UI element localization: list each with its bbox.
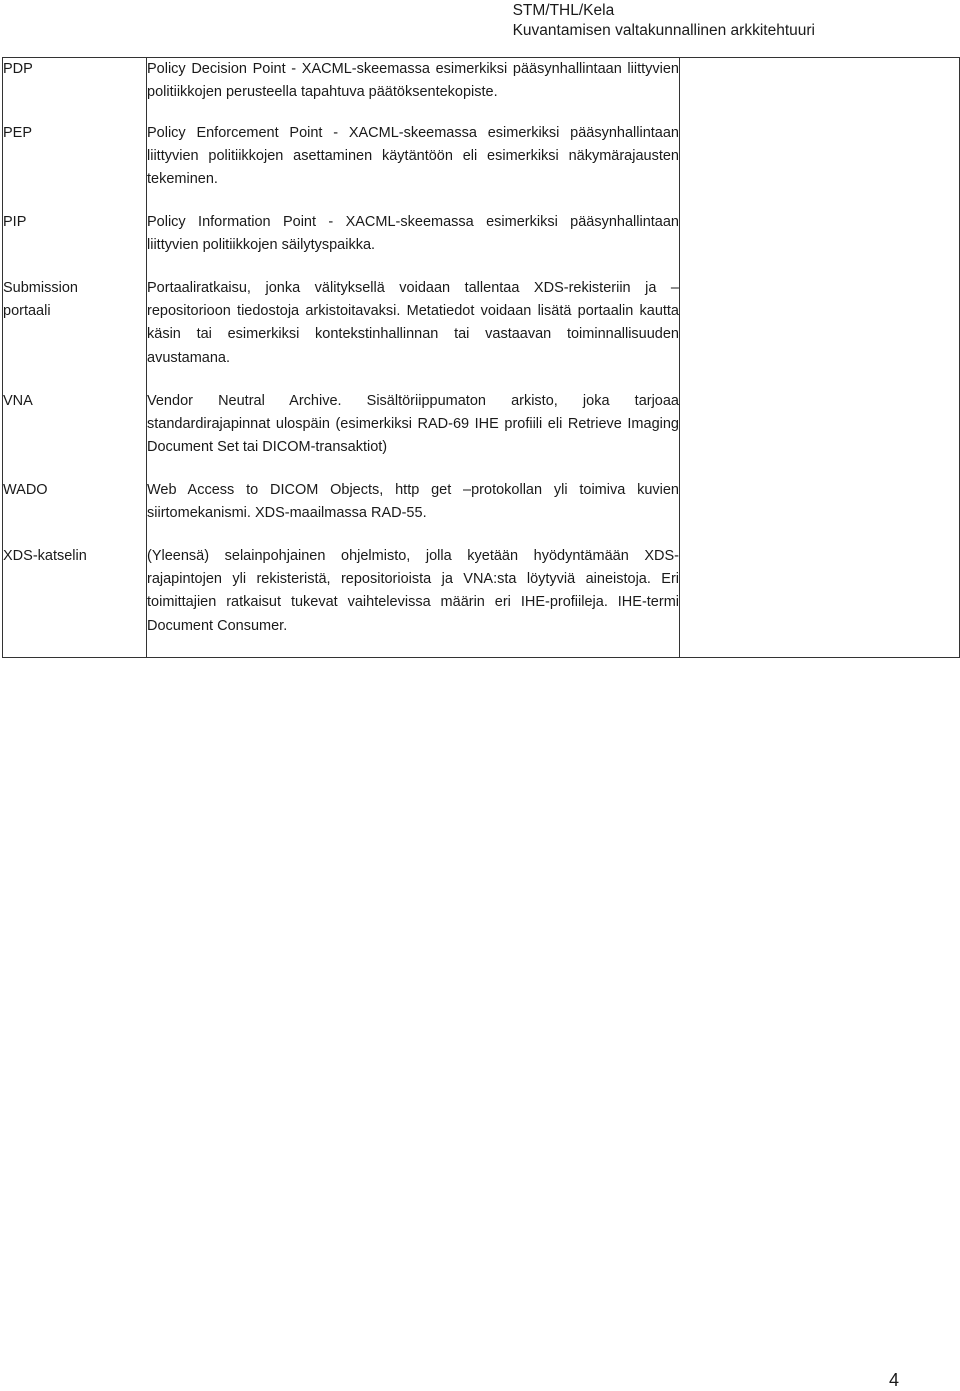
term-cell: WADO [3,479,147,545]
definition-cell: Portaaliratkaisu, jonka välityksellä voidaan tallentaa XDS-rekisteriin ja – repositorioon tiedostoja arkistoitavaksi. Metatiedot voidaan lisätä portaalin kautta käsin tai esimerkiksi kontekstinhallinnan tai vastaavan toiminnallisuuden avustamana. [147,277,680,390]
table-row [3,277,960,390]
definition-cell: Vendor Neutral Archive. Sisältöriippumaton arkisto, joka tarjoaa standardirajapinnat ulospäin (esimerkiksi RAD-69 IHE profiili eli Retrieve Imaging Document Set tai DICOM-transaktiot) [147,390,680,479]
table-row [3,58,960,123]
term-cell: VNA [3,390,147,479]
table-row [3,545,960,658]
term-line: portaali [3,303,51,320]
term-cell: PIP [3,211,147,277]
header-organization: STM/THL/Kela [512,2,615,19]
empty-cell [680,390,960,479]
page-number: 4 [889,1370,900,1390]
empty-cell [680,277,960,390]
table-row [3,390,960,479]
empty-cell [680,211,960,277]
definition-cell: Policy Decision Point - XACML-skeemassa esimerkiksi pääsynhallintaan liittyvien politiikkojen perusteella tapahtuva päätöksentekopiste. [147,58,680,123]
empty-cell [680,545,960,658]
term-line: Submission [3,280,78,296]
term-cell: XDS-katselin [3,545,147,658]
definition-cell: Policy Enforcement Point - XACML-skeemassa esimerkiksi pääsynhallintaan liittyvien politiikkojen asettaminen käytäntöön eli esimerkiksi näkymärajausten tekeminen. [147,122,680,211]
definition-cell: Web Access to DICOM Objects, http get –protokollan yli toimiva kuvien siirtomekanismi. XDS-maailmassa RAD-55. [147,479,680,545]
page-header [513,1,815,41]
empty-cell [680,58,960,123]
table-row [3,211,960,277]
term-cell: PEP [3,122,147,211]
glossary-table [2,57,960,658]
definition-cell: (Yleensä) selainpohjainen ohjelmisto, jolla kyetään hyödyntämään XDS-rajapintojen yli rekisteristä, repositorioista ja VNA:sta löytyviä aineistoja. Eri toimittajien ratkaisut tukevat vaihtelevissa määrin eri IHE-profiileja. IHE-termi Document Consumer. [147,545,680,658]
term-cell: PDP [3,58,147,123]
definition-cell: Policy Information Point - XACML-skeemassa esimerkiksi pääsynhallintaan liittyvien politiikkojen säilytyspaikka. [147,211,680,277]
header-document-title: Kuvantamisen valtakunnallinen arkkitehtuuri [512,22,815,39]
table-row [3,122,960,211]
empty-cell [680,122,960,211]
term-cell [3,277,147,390]
empty-cell [680,479,960,545]
table-row [3,479,960,545]
